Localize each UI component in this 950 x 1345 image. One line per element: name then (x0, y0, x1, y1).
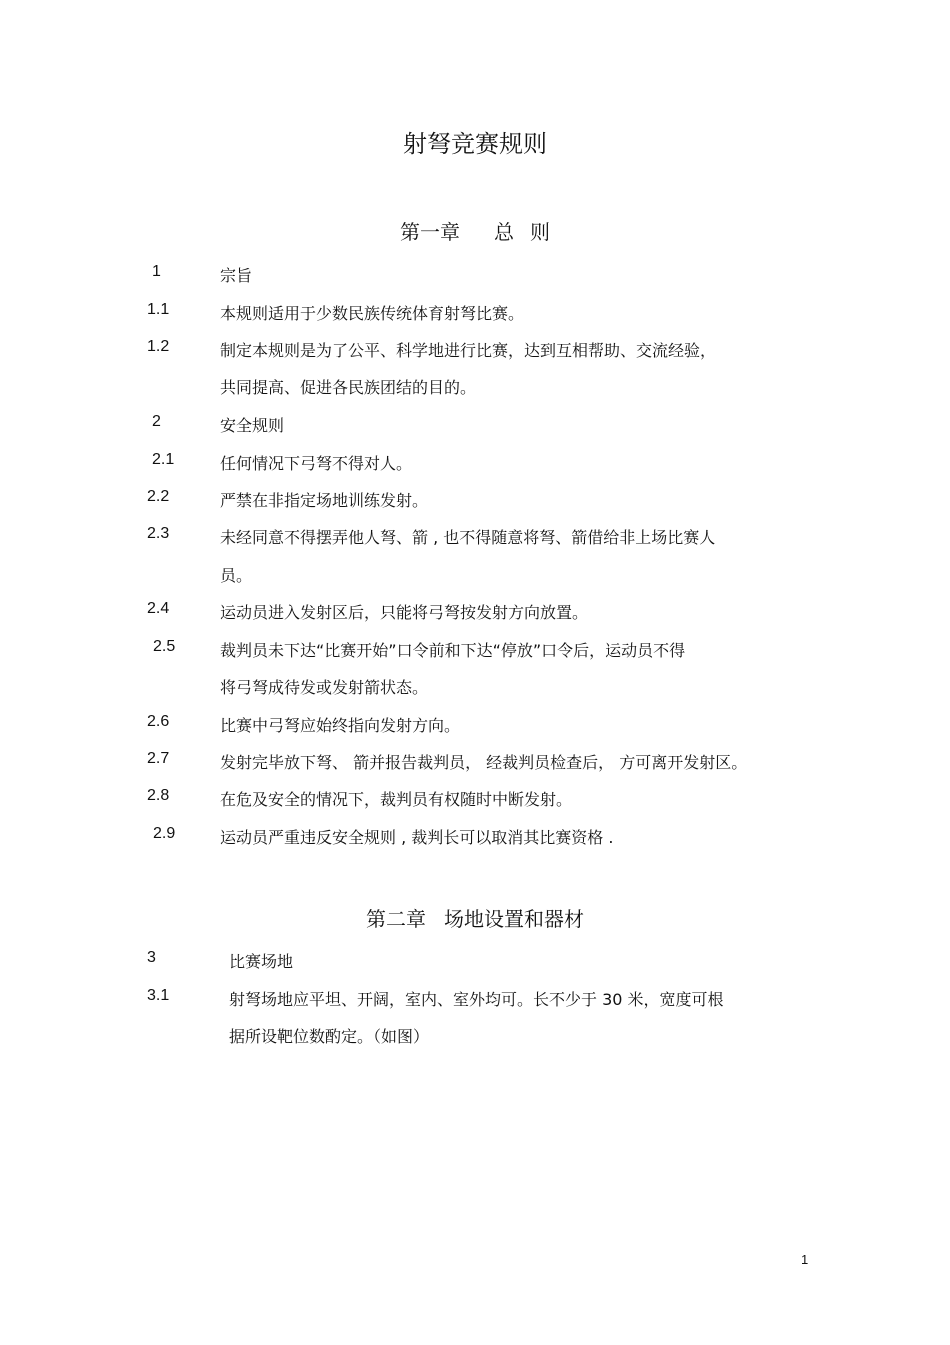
chapter-1-name-a: 总 (494, 220, 514, 244)
chapter-2-heading (0, 903, 950, 932)
item-number: 2.2 (147, 488, 170, 505)
item-text: 任何情况下弓弩不得对人。 (220, 454, 413, 473)
item-text: 本规则适用于少数民族传统体育射弩比赛。 (220, 304, 525, 323)
item-number: 2.6 (147, 713, 170, 730)
chapter-1-label: 第一章 (400, 220, 460, 244)
item-number: 3.1 (147, 987, 170, 1004)
page-number: 1 (801, 1252, 809, 1267)
item-text-continued: 员。 (220, 566, 253, 585)
item-text: 严禁在非指定场地训练发射。 (220, 491, 429, 510)
item-number: 2.1 (152, 451, 175, 468)
item-number: 3 (147, 949, 156, 966)
item-number: 2 (152, 413, 161, 430)
item-number: 1.2 (147, 338, 170, 355)
chapter-2-name: 场地设置和器材 (444, 907, 584, 931)
item-text: 未经同意不得摆弄他人弩、箭 , 也不得随意将弩、箭借给非上场比赛人 (220, 528, 716, 547)
item-text: 射弩场地应平坦、开阔，室内、室外均可。长不少于 30 米，宽度可根 (229, 990, 724, 1009)
item-number: 2.4 (147, 600, 170, 617)
item-number: 2.7 (147, 750, 170, 767)
item-number: 1.1 (147, 301, 170, 318)
item-text: 裁判员未下达“比赛开始”口令前和下达“停放”口令后，运动员不得 (220, 641, 686, 660)
item-text: 在危及安全的情况下，裁判员有权随时中断发射。 (220, 790, 573, 809)
document-title: 射弩竞赛规则 (403, 130, 547, 158)
item-number: 1 (152, 263, 161, 280)
item-text: 运动员进入发射区后，只能将弓弩按发射方向放置。 (220, 603, 589, 622)
item-text-continued: 将弓弩成待发或发射箭状态。 (220, 678, 429, 697)
item-text-continued: 共同提高、促进各民族团结的目的。 (220, 378, 477, 397)
item-number: 2.5 (153, 638, 176, 655)
chapter-2-label: 第二章 (366, 907, 426, 931)
item-text: 发射完毕放下弩、 箭并报告裁判员， 经裁判员检查后， 方可离开发射区。 (220, 753, 748, 772)
item-text: 宗旨 (220, 266, 253, 285)
chapter-1-name-b: 则 (530, 220, 550, 244)
item-text: 制定本规则是为了公平、科学地进行比赛，达到互相帮助、交流经验， (220, 341, 717, 360)
item-number: 2.3 (147, 525, 170, 542)
item-number: 2.8 (147, 787, 170, 804)
item-text: 运动员严重违反安全规则 , 裁判长可以取消其比赛资格 . (220, 828, 614, 847)
item-text: 安全规则 (220, 416, 285, 435)
item-number: 2.9 (153, 825, 176, 842)
item-text-continued: 据所设靶位数酌定。（如图） (229, 1027, 430, 1046)
item-text: 比赛场地 (229, 952, 294, 971)
item-text: 比赛中弓弩应始终指向发射方向。 (220, 716, 461, 735)
chapter-1-heading (0, 216, 950, 245)
